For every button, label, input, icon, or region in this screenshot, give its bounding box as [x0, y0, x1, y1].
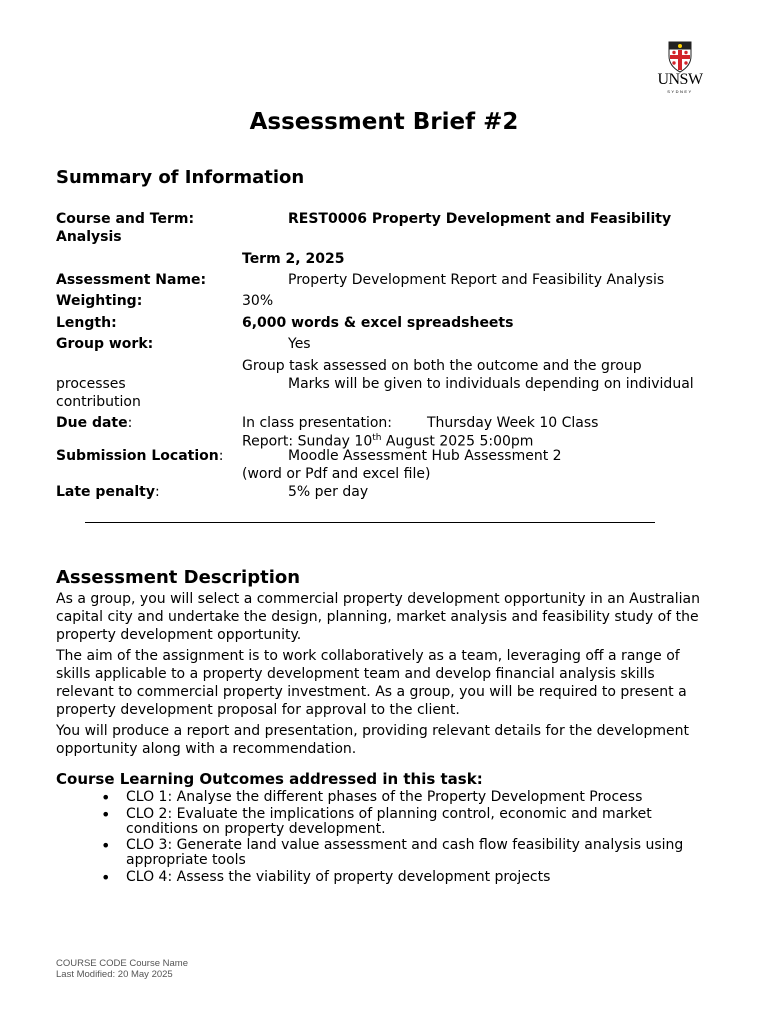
- group-desc-processes: processes: [56, 376, 126, 392]
- description-heading-text: Assessment Description: [56, 567, 301, 588]
- assessment-name-value: Property Development Report and Feasibility Analysis: [288, 272, 665, 288]
- due-date-label: [56, 415, 132, 431]
- due-report-prefix: Report: Sunday 10: [242, 433, 373, 450]
- due-report-suffix: August 2025 5:00pm: [381, 433, 534, 450]
- submission-value: Moodle Assessment Hub Assessment 2: [288, 448, 562, 464]
- group-desc-line3: contribution: [56, 394, 141, 410]
- length-label: Length:: [56, 315, 117, 331]
- footer-modified: Last Modified: 20 May 2025: [56, 969, 173, 980]
- due-presentation-value: Thursday Week 10 Class: [427, 415, 599, 431]
- logo-subtitle: SYDNEY: [667, 89, 693, 94]
- due-presentation-label: In class presentation:: [242, 415, 392, 431]
- description-para-3: You will produce a report and presentation, providing relevant details for the development opportunity along with a recommendation.: [56, 723, 689, 757]
- list-item: • CLO 4: Assess the viability of property development projects: [56, 870, 706, 885]
- late-penalty-colon: :: [154, 484, 160, 500]
- page-title: Assessment Brief #2: [249, 109, 519, 135]
- submission-label: [56, 448, 223, 464]
- list-item: • CLO 3: Generate land value assessment and cash flow feasibility analysis using appropriate tools: [56, 838, 706, 868]
- group-desc-line2: Marks will be given to individuals depending on individual: [288, 376, 694, 392]
- weighting-label: Weighting:: [56, 293, 143, 309]
- logo-wordmark: UNSW: [657, 71, 703, 88]
- due-date-colon: :: [127, 415, 133, 431]
- description-para-1: As a group, you will select a commercial property development opportunity in an Australian capital city and undertake the design, planning, market analysis and feasibility study of the property development opportunity.: [56, 591, 700, 643]
- late-penalty-label: [56, 484, 160, 500]
- submission-label-text: Submission Location: [56, 448, 219, 464]
- group-work-value: Yes: [288, 336, 311, 352]
- description-para-2: The aim of the assignment is to work collaboratively as a team, leveraging off a range of skills applicable to a property development team and develop financial analysis skills relevant to commercial property investment. As a group, you will be required to present a property development proposal for approval to the client.: [56, 648, 687, 718]
- due-date-label-text: Due date: [56, 415, 128, 431]
- due-report-sup: th: [372, 433, 382, 443]
- term-value: Term 2, 2025: [242, 251, 345, 267]
- submission-colon: :: [218, 448, 224, 464]
- summary-heading: Summary of Information: [56, 167, 305, 188]
- length-value: 6,000 words & excel spreadsheets: [242, 315, 514, 331]
- clo-list: [56, 790, 706, 886]
- late-penalty-value: 5% per day: [288, 484, 369, 500]
- course-label: Course and Term:: [56, 211, 195, 227]
- group-desc-line1: Group task assessed on both the outcome and the group: [242, 358, 642, 374]
- list-item: • CLO 2: Evaluate the implications of planning control, economic and market conditions on property development.: [56, 807, 706, 837]
- weighting-value: 30%: [242, 293, 274, 309]
- group-work-label: Group work:: [56, 336, 154, 352]
- assessment-name-label: Assessment Name:: [56, 272, 207, 288]
- submission-note: (word or Pdf and excel file): [242, 466, 431, 482]
- footer-course: COURSE CODE Course Name: [56, 958, 188, 969]
- clo-heading: Course Learning Outcomes addressed in this task:: [56, 770, 483, 788]
- list-item: • CLO 1: Analyse the different phases of the Property Development Process: [56, 790, 706, 805]
- late-penalty-label-text: Late penalty: [56, 484, 155, 500]
- description-heading: [56, 567, 300, 589]
- course-value: REST0006 Property Development and Feasibility: [288, 211, 672, 227]
- section-divider: [85, 522, 655, 523]
- course-value-cont: Analysis: [56, 229, 122, 245]
